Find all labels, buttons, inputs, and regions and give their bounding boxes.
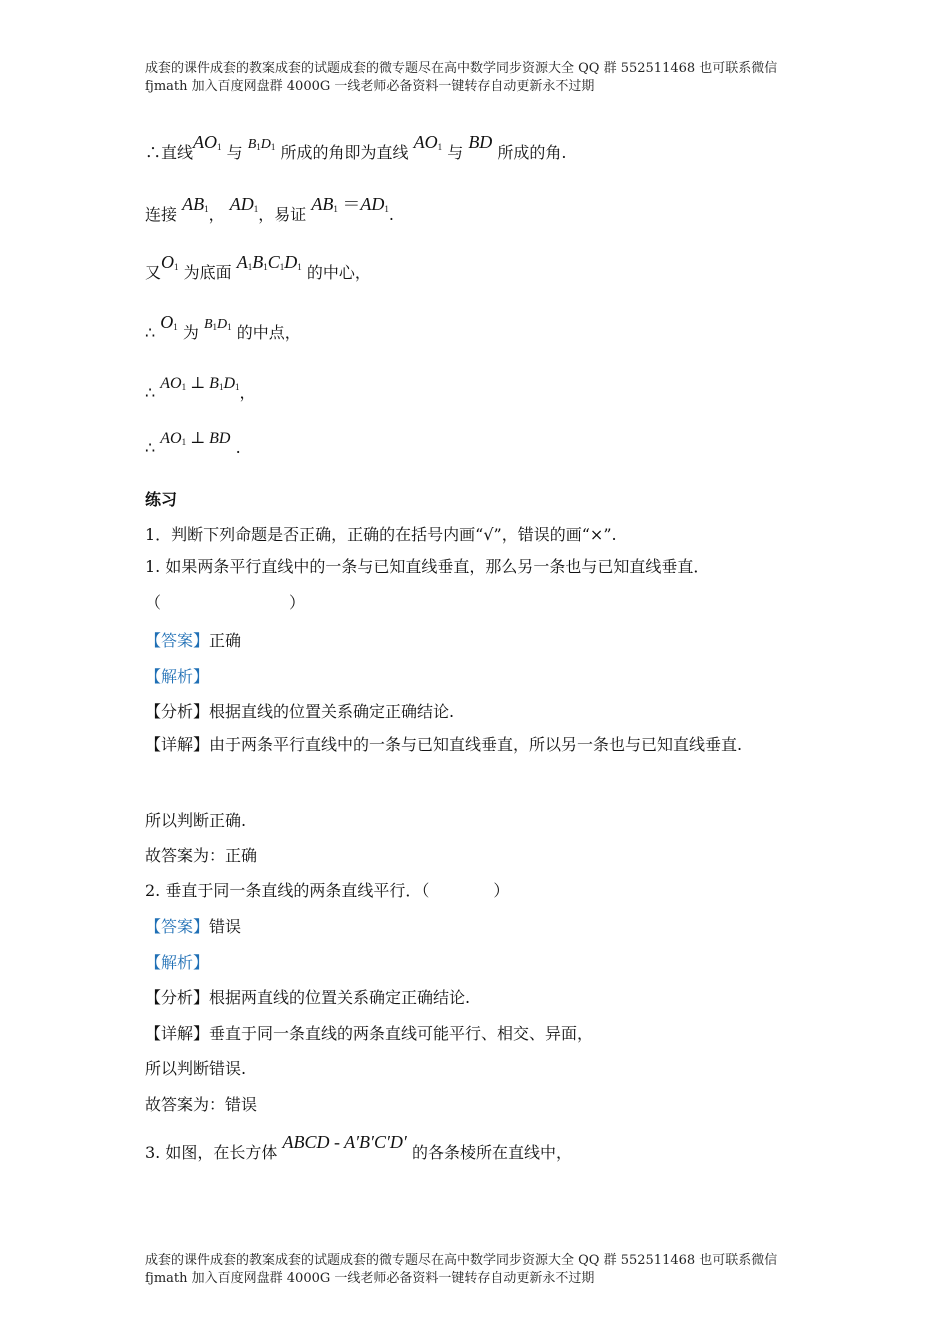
q1-fenxi: 【分析】根据直线的位置关系确定正确结论. [145,702,455,721]
text: ∴ [145,438,156,457]
proof-line-4 [145,312,301,343]
q1-xiangjie: 【详解】由于两条平行直线中的一条与已知直线垂直，所以另一条也与已知直线垂直. [145,735,743,754]
math: $AO_1$ ⊥ BD [160,430,231,447]
text: 所成的角即为直线 [280,143,409,162]
q1-analysis-tag: 【解析】 [145,667,210,686]
text: . [235,438,241,457]
q1-line-a: 所以判断正确. [145,811,247,830]
text: 所成的角. [497,143,567,162]
text: 连接 [145,205,178,224]
text: ∴ [145,383,156,402]
proof-line-5 [145,375,256,403]
math: $O_1$ [160,312,178,332]
text: ， [239,383,256,402]
q2-analysis-tag: 【解析】 [145,953,210,972]
math: $B_1D_1$ [203,317,232,332]
q2-question: 2. 垂直于同一条直线的两条直线平行．（ ） [145,881,510,900]
math: $AO_1$ [413,132,443,152]
text: 的中心， [306,263,371,282]
proof-line-1 [145,132,567,163]
q2-answer: 【答案】错误 [145,917,242,936]
q2-xiangjie: 【详解】垂直于同一条直线的两条直线可能平行、相交、异面， [145,1024,594,1043]
math: BD [468,132,493,152]
q1-question: 1. 如果两条平行直线中的一条与已知直线垂直，那么另一条也与已知直线垂直．（ ） [145,557,710,612]
text: ∴直线 [145,143,194,162]
section-heading: 练习 [145,490,178,509]
q3-question: 3. 如图，在长方体 ABCD - A′B′C′D′ 的各条棱所在直线中， [145,1132,572,1162]
math: $AO_1$ [193,132,222,152]
math: $AB_1$ [182,194,209,214]
text: 与 [447,143,464,162]
q2-line-b: 故答案为：错误 [145,1095,258,1114]
math: ABCD - A′B′C′D′ [282,1132,407,1152]
text: ∴ [145,323,156,342]
proof-line-3 [145,252,371,283]
text: ，易证 [258,205,307,224]
math: $AO_1$ ⊥ $B_1D_1$ [160,375,240,392]
q2-fenxi: 【分析】根据两直线的位置关系确定正确结论. [145,988,471,1007]
text: . [388,205,394,224]
math: $AD_1$ [229,194,259,214]
q1-answer: 【答案】正确 [145,631,242,650]
proof-line-6 [145,430,241,458]
footer-banner: 成套的课件成套的教案成套的试题成套的微专题尽在高中数学同步资源大全 QQ 群 552511468 也可联系微信 fjmath 加入百度网盘群 4000G 一线老师必备资料一键转存自动更新永不过期 [145,1253,778,1286]
proof-line-2 [145,194,394,226]
math: $AB_1 =AD_1$ [311,194,389,214]
text: 为底面 [183,263,232,282]
q2-line-a: 所以判断错误. [145,1059,247,1078]
math: $B_1D_1$ [247,137,276,152]
math: $A_1B_1C_1D_1$ [236,252,302,272]
text: ， [208,205,225,224]
text: 又 [145,263,162,282]
exercise-intro: 1．判断下列命题是否正确，正确的在括号内画“√”，错误的画“×”. [145,525,617,544]
text: 的中点， [236,323,301,342]
q1-line-b: 故答案为：正确 [145,846,258,865]
text: 与 [226,143,243,162]
text: 为 [182,323,199,342]
math: $O_1$ [161,252,179,272]
header-banner: 成套的课件成套的教案成套的试题成套的微专题尽在高中数学同步资源大全 QQ 群 552511468 也可联系微信 fjmath 加入百度网盘群 4000G 一线老师必备资料一键转存自动更新永不过期 [145,61,778,94]
